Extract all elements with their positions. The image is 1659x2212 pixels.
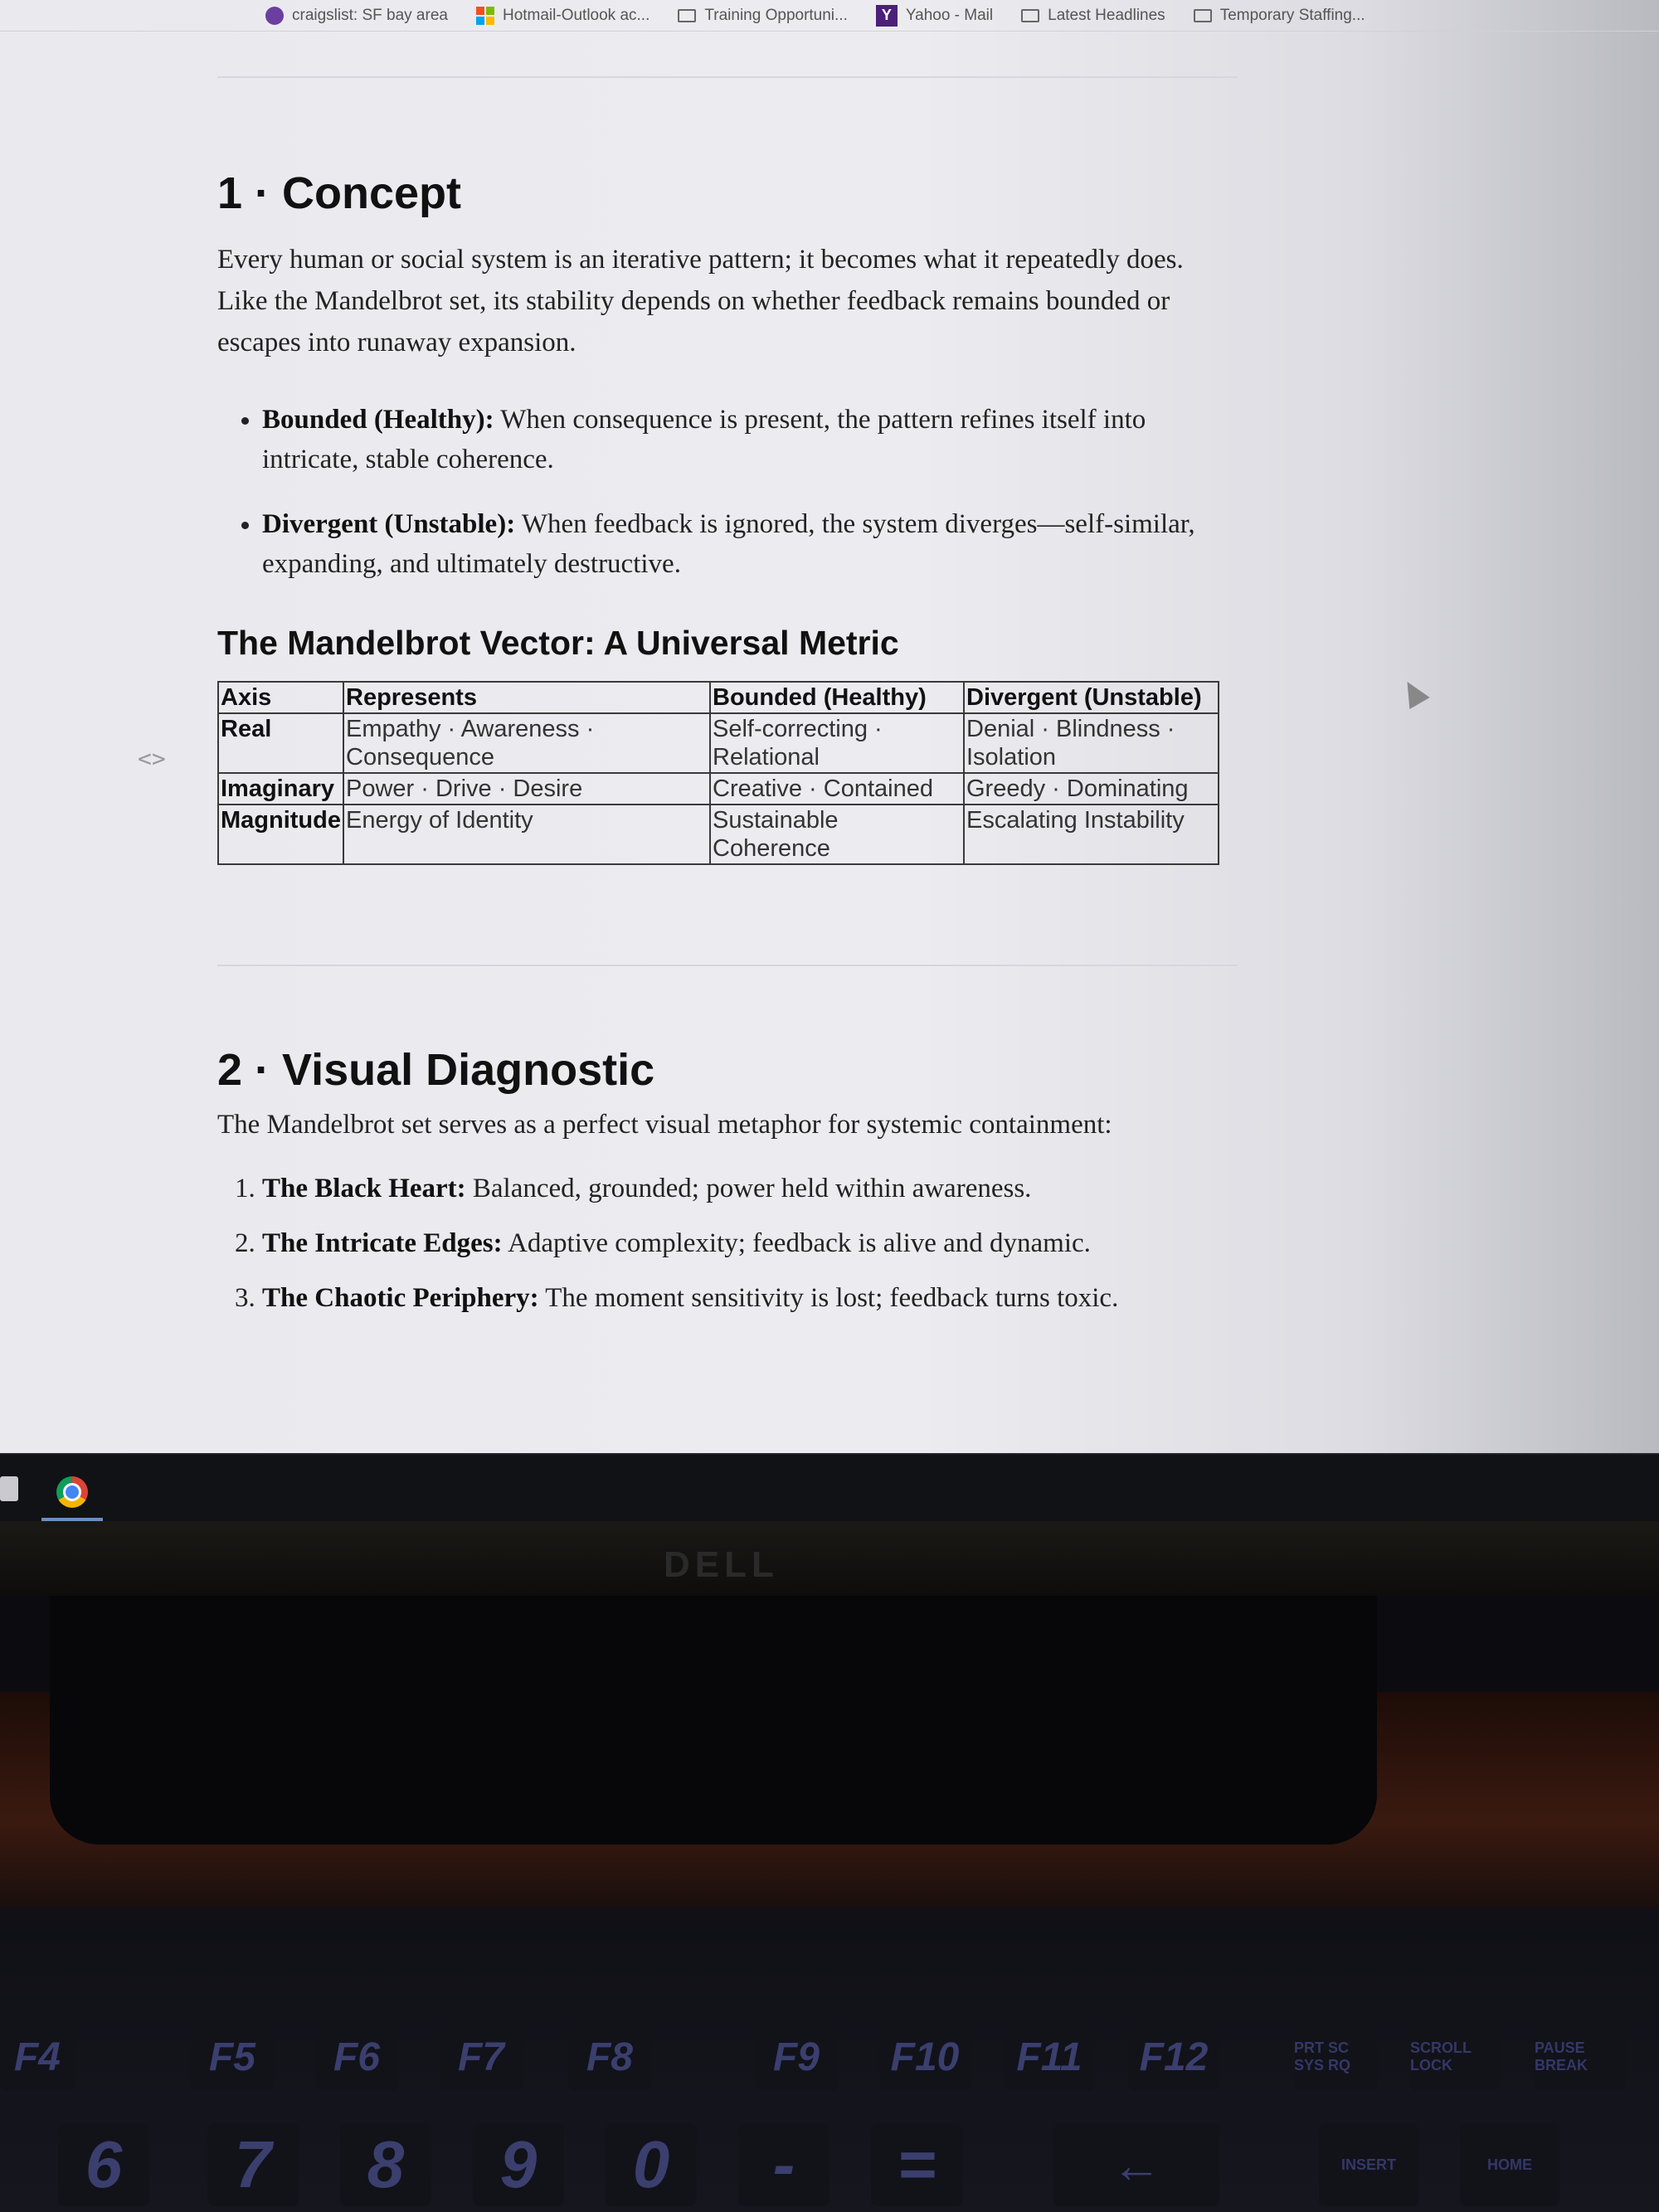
folder-icon [1194, 9, 1212, 22]
bullet-term: Bounded (Healthy): [262, 405, 494, 435]
diagnostic-intro: The Mandelbrot set serves as a perfect visual metaphor for systemic containment: [217, 1110, 1112, 1140]
bookmark-label: Hotmail-Outlook ac... [502, 6, 650, 24]
table-cell: Power · Drive · Desire [343, 773, 710, 805]
key-pause-break: PAUSE BREAK [1535, 2024, 1626, 2090]
table-cell: Empathy · Awareness · Consequence [343, 713, 710, 773]
table-cell: Greedy · Dominating [964, 773, 1219, 805]
key-9: 9 [473, 2123, 564, 2206]
table-cell: Imaginary [218, 773, 343, 805]
item-term: The Black Heart: [262, 1174, 466, 1203]
key-prtsc: PRT SC SYS RQ [1294, 2024, 1377, 2090]
bookmark-craigslist[interactable] [265, 7, 448, 25]
list-item [262, 400, 1238, 479]
table-row [218, 713, 1219, 773]
diagnostic-list [217, 1169, 1238, 1318]
key-8: 8 [340, 2123, 431, 2206]
table-cell: Magnitude [218, 805, 343, 864]
table-cell: Creative · Contained [710, 773, 964, 805]
item-text: Adaptive complexity; feedback is alive and dynamic. [502, 1228, 1091, 1258]
key-equals: = [871, 2123, 962, 2206]
table-header-row [218, 682, 1219, 713]
key-f12: F12 [1128, 2024, 1219, 2090]
key-minus: - [738, 2123, 830, 2206]
microsoft-icon [476, 7, 494, 25]
item-text: The moment sensitivity is lost; feedback turns toxic. [538, 1283, 1119, 1313]
key-7: 7 [207, 2123, 299, 2206]
column-header: Divergent (Unstable) [964, 682, 1219, 713]
item-term: The Chaotic Periphery: [262, 1283, 539, 1313]
table-cell: Denial · Blindness · Isolation [964, 713, 1219, 773]
key-insert: INSERT [1319, 2123, 1418, 2206]
key-f7: F7 [440, 2024, 523, 2090]
bookmark-hotmail[interactable] [476, 7, 649, 25]
start-icon[interactable] [0, 1476, 18, 1501]
section-divider [217, 965, 1238, 966]
table-cell: Self-correcting · Relational [710, 713, 964, 773]
bullet-text: When consequence is present, the pattern refines itself into intricate, stable coherence. [262, 405, 1146, 474]
column-header: Axis [218, 682, 343, 713]
folder-icon [678, 9, 696, 22]
key-home: HOME [1460, 2123, 1559, 2206]
item-text: Balanced, grounded; power held within awareness. [465, 1174, 1032, 1203]
key-f5: F5 [191, 2024, 274, 2090]
bookmark-temporary-staffing[interactable] [1194, 7, 1365, 25]
bookmark-latest-headlines[interactable] [1021, 7, 1165, 25]
key-0: 0 [606, 2123, 697, 2206]
key-scroll-lock: SCROLL LOCK [1410, 2024, 1501, 2090]
taskbar [0, 1453, 1659, 1523]
taskbar-chrome-button[interactable] [41, 1466, 103, 1521]
list-item [262, 1278, 1238, 1318]
folder-icon [1021, 9, 1039, 22]
key-f8: F8 [568, 2024, 651, 2090]
list-item [262, 504, 1238, 584]
bookmark-yahoo-mail[interactable] [876, 5, 993, 27]
vector-heading: The Mandelbrot Vector: A Universal Metric [217, 624, 899, 662]
item-term: The Intricate Edges: [262, 1228, 503, 1258]
code-toggle-icon[interactable]: <> [138, 745, 166, 772]
section-divider [217, 76, 1238, 78]
bullet-text: When feedback is ignored, the system diverges—self-similar, expanding, and ultimately destructive. [262, 509, 1195, 579]
bookmark-label: Latest Headlines [1048, 6, 1165, 24]
key-6: 6 [58, 2123, 149, 2206]
concept-intro: Every human or social system is an iterative pattern; it becomes what it repeatedly does. Like the Mandelbrot set, its stability depends on whether feedback remains bounded or escapes into runaway expansion. [217, 245, 1184, 357]
table-cell: Sustainable Coherence [710, 805, 964, 864]
key-f9: F9 [755, 2024, 838, 2090]
key-f4: F4 [0, 2024, 75, 2090]
craigslist-icon [265, 7, 284, 25]
monitor-bezel [0, 1521, 1659, 1596]
bookmark-label: Yahoo - Mail [905, 6, 994, 24]
list-item [262, 1223, 1238, 1263]
backspace-arrow-icon: ← [1053, 2123, 1219, 2206]
key-f11: F11 [1004, 2024, 1095, 2090]
table-cell: Escalating Instability [964, 805, 1219, 864]
bookmark-label: Temporary Staffing... [1219, 6, 1365, 24]
bookmarks-bar [0, 0, 1659, 32]
chrome-icon [56, 1476, 88, 1508]
column-header: Bounded (Healthy) [710, 682, 964, 713]
monitor-stand [50, 1596, 1377, 1845]
concept-bullets [217, 400, 1238, 584]
key-f6: F6 [315, 2024, 398, 2090]
section-heading-concept: 1 · Concept [217, 168, 462, 218]
monitor-brand-logo: DELL [664, 1544, 779, 1585]
yahoo-icon: Y [876, 5, 898, 27]
mandelbrot-vector-table [217, 681, 1219, 865]
bookmark-label: Training Opportuni... [704, 6, 848, 24]
column-header: Represents [343, 682, 710, 713]
key-f10: F10 [879, 2024, 971, 2090]
table-cell: Real [218, 713, 343, 773]
bullet-term: Divergent (Unstable): [262, 509, 516, 539]
table-row [218, 773, 1219, 805]
section-heading-visual-diagnostic: 2 · Visual Diagnostic [217, 1045, 655, 1095]
mouse-cursor-icon [1397, 676, 1429, 709]
table-cell: Energy of Identity [343, 805, 710, 864]
bookmark-training[interactable] [678, 7, 848, 25]
bookmark-label: craigslist: SF bay area [292, 6, 448, 24]
list-item [262, 1169, 1238, 1208]
document-body [217, 58, 1238, 1333]
table-row [218, 805, 1219, 864]
